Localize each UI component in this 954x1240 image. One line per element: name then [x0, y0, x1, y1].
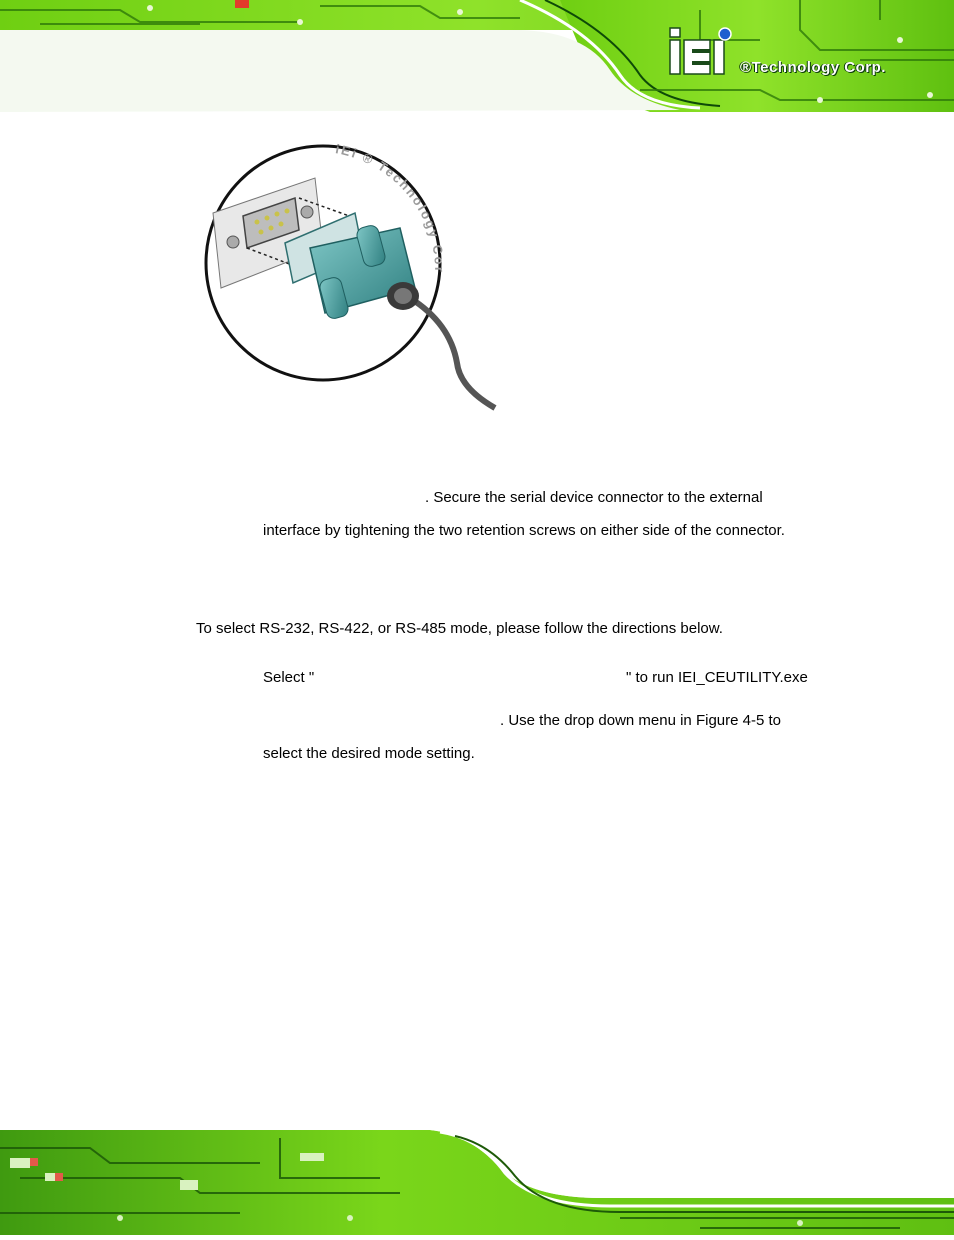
serial-connector-illustration	[195, 118, 515, 418]
footer-pcb-art	[0, 1118, 954, 1235]
step1-dropdown: . Use the drop down menu in Figure 4-5 to	[500, 712, 781, 729]
header-banner	[0, 0, 954, 112]
footer-banner	[0, 1118, 954, 1235]
step1-select: Select "	[263, 669, 315, 686]
serial-connector-figure	[195, 118, 515, 418]
figure-watermark: iEi ® Technology Cor	[334, 141, 448, 274]
step1-end: select the desired mode setting.	[263, 745, 475, 762]
para2: To select RS-232, RS-422, or RS-485 mode, please follow the directions below.	[196, 620, 723, 637]
brand-name: ®Technology Corp.	[740, 59, 886, 76]
para1-line2: interface by tightening the two retention screws on either side of the connector.	[263, 522, 785, 539]
step1-run: " to run IEI_CEUTILITY.exe	[626, 669, 808, 686]
para1-line1: . Secure the serial device connector to the external	[425, 489, 763, 506]
